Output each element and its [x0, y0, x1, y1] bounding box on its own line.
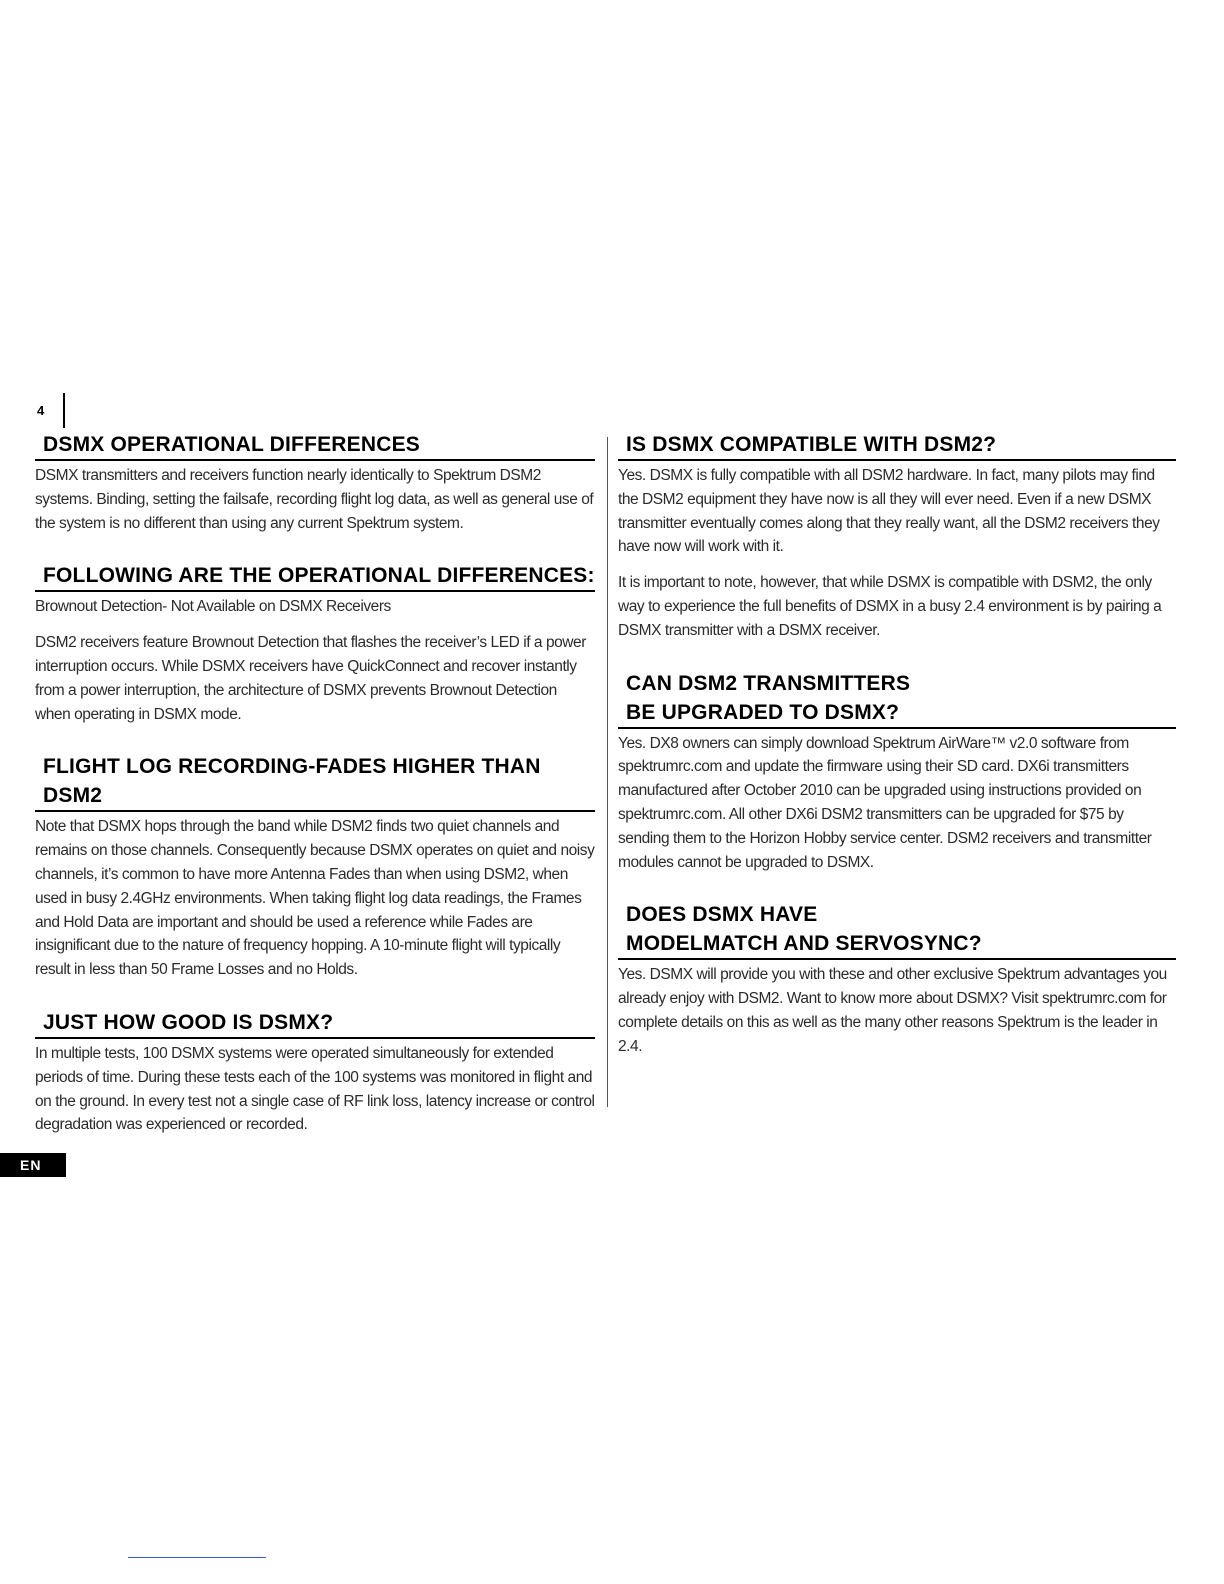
- section-paragraph: Brownout Detection- Not Available on DSMX Receivers: [35, 598, 391, 616]
- language-badge: EN: [0, 1153, 66, 1177]
- heading-line: CAN DSM2 TRANSMITTERS: [626, 671, 911, 695]
- right-column: [618, 430, 1176, 1059]
- left-column: [35, 430, 595, 1137]
- section-paragraph: Note that DSMX hops through the band while DSM2 finds two quiet channels and remains on those channels. Consequently because DSMX operates on quiet and noisy channels, it’s common to have more Antenna Fades than when using DSM2, when used in busy 2.4GHz environments. When taking flight log data readings, the Frames and Hold Data are important and should be used a reference while Fades are insignificant due to the nature of frequency hopping. A 10-minute flight will typically result in less than 50 Frame Losses and no Holds.: [35, 818, 595, 979]
- section-flight-log: [35, 752, 595, 982]
- section-paragraph: DSMX transmitters and receivers function nearly identically to Spektrum DSM2 systems. Binding, setting the failsafe, recording flight log data, as well as general use of the system is no different than using any current Spektrum system.: [35, 467, 594, 532]
- section-paragraph: DSM2 receivers feature Brownout Detection that flashes the receiver’s LED if a power interruption occurs. While DSMX receivers have QuickConnect and recover instantly from a power interruption, the architecture of DSMX prevents Brownout Detection when operating in DSMX mode.: [35, 634, 586, 723]
- page-number: 4: [37, 403, 45, 418]
- page-number-bar: [63, 393, 65, 428]
- section-heading: [618, 430, 1176, 461]
- section-modelmatch: [618, 900, 1176, 1058]
- heading-line: MODELMATCH AND SERVOSYNC?: [626, 932, 982, 956]
- section-paragraph: Yes. DSMX is fully compatible with all DSM2 hardware. In fact, many pilots may find the DSM2 equipment they have now is all they will ever need. Even if a new DSMX transmitter eventually comes along that they really want, all the DSM2 receivers they have now will work with it.: [618, 467, 1160, 556]
- section-compatible: [618, 430, 1176, 643]
- section-operational-differences: [35, 430, 595, 535]
- heading-line: IS DSMX COMPATIBLE WITH DSM2?: [626, 433, 997, 456]
- heading-line: BE UPGRADED TO DSMX?: [626, 700, 900, 724]
- section-paragraph: In multiple tests, 100 DSMX systems were operated simultaneously for extended periods of time. During these tests each of the 100 systems was monitored in flight and on the ground. In every test not a single case of RF link loss, latency increase or control degradation was experienced or recorded.: [35, 1044, 595, 1134]
- section-how-good: [35, 1008, 595, 1137]
- section-heading: FLIGHT LOG RECORDING-FADES HIGHER THAN DSM2: [35, 752, 595, 812]
- footer-rule: [128, 1557, 266, 1558]
- section-heading: [618, 669, 1176, 729]
- column-divider: [607, 437, 608, 1107]
- section-paragraph: Yes. DX8 owners can simply download Spektrum AirWare™ v2.0 software from spektrumrc.com and update the firmware using their SD card. DX6i transmitters manufactured after October 2010 can be upgraded using instructions provided on spektrumrc.com. All other DX6i DSM2 transmitters can be upgraded for $75 by sending them to the Horizon Hobby service center. DSM2 receivers and transmitter modules cannot be upgraded to DSMX.: [618, 734, 1152, 871]
- section-heading: DSMX OPERATIONAL DIFFERENCES: [35, 430, 595, 461]
- section-paragraph: It is important to note, however, that while DSMX is compatible with DSM2, the only way to experience the full benefits of DSMX in a busy 2.4 environment is by pairing a DSMX transmitter with a DSMX receiver.: [618, 574, 1162, 639]
- heading-line: DOES DSMX HAVE: [626, 903, 818, 927]
- section-heading: FOLLOWING ARE THE OPERATIONAL DIFFERENCES:: [35, 561, 595, 592]
- section-heading: JUST HOW GOOD IS DSMX?: [35, 1008, 595, 1039]
- section-upgrade: [618, 669, 1176, 875]
- section-paragraph: Yes. DSMX will provide you with these and other exclusive Spektrum advantages you already enjoy with DSM2. Want to know more about DSMX? Visit spektrumrc.com for complete details on this as well as the many other reasons Spektrum is the leader in 2.4.: [618, 966, 1167, 1055]
- section-heading: [618, 900, 1176, 960]
- section-following-differences: [35, 561, 595, 726]
